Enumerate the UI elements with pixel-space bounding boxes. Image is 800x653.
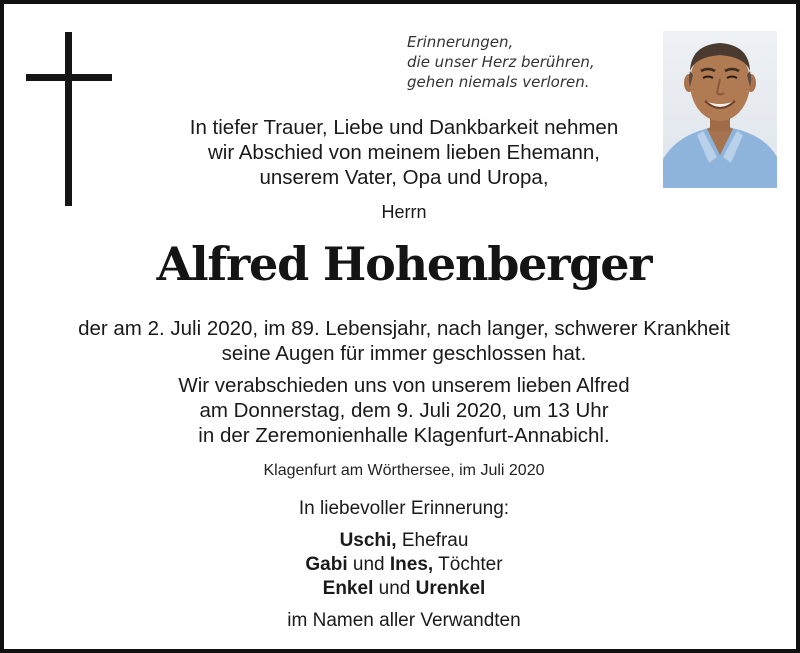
conjunction: und	[347, 554, 390, 575]
death-notice	[4, 316, 800, 366]
place-date: Klagenfurt am Wörthersee, im Juli 2020	[263, 462, 545, 479]
memory-heading: In liebevoller Erinnerung:	[298, 498, 510, 519]
funeral-line: Wir verabschieden uns von unserem lieben Alfred	[178, 374, 630, 397]
survivor-name: Enkel	[322, 578, 374, 599]
footer-text: im Namen aller Verwandten	[287, 610, 521, 631]
intro-line: unserem Vater, Opa und Uropa,	[259, 166, 549, 189]
death-notice-line: der am 2. Juli 2020, im 89. Lebensjahr, nach langer, schwerer Krankheit	[78, 317, 730, 340]
survivor-line-daughters	[4, 553, 800, 577]
funeral-details	[4, 373, 800, 448]
conjunction: und	[373, 578, 416, 599]
memorial-quote	[407, 32, 647, 92]
survivor-line-wife	[4, 529, 800, 553]
quote-line: die unser Herz berühren,	[407, 53, 595, 71]
survivor-relation: Ehefrau	[396, 530, 469, 551]
survivor-name: Gabi	[305, 554, 348, 575]
survivor-name: Ines,	[389, 554, 434, 575]
quote-line: gehen niemals verloren.	[407, 73, 590, 91]
intro-text	[4, 115, 800, 190]
death-notice-line: seine Augen für immer geschlossen hat.	[221, 342, 587, 365]
funeral-line: in der Zeremonienhalle Klagenfurt-Annabichl.	[198, 424, 610, 447]
survivor-relation: Töchter	[433, 554, 503, 575]
intro-line: In tiefer Trauer, Liebe und Dankbarkeit nehmen	[189, 116, 619, 139]
quote-line: Erinnerungen,	[407, 33, 514, 51]
funeral-line: am Donnerstag, dem 9. Juli 2020, um 13 Uhr	[199, 399, 609, 422]
survivor-line-grandchildren	[4, 577, 800, 601]
survivor-name: Uschi,	[339, 530, 397, 551]
survivors-list	[4, 529, 800, 601]
intro-line: wir Abschied von meinem lieben Ehemann,	[208, 141, 600, 164]
deceased-name: Alfred Hohenberger	[156, 237, 652, 291]
salutation: Herrn	[381, 202, 427, 222]
survivor-name: Urenkel	[415, 578, 486, 599]
